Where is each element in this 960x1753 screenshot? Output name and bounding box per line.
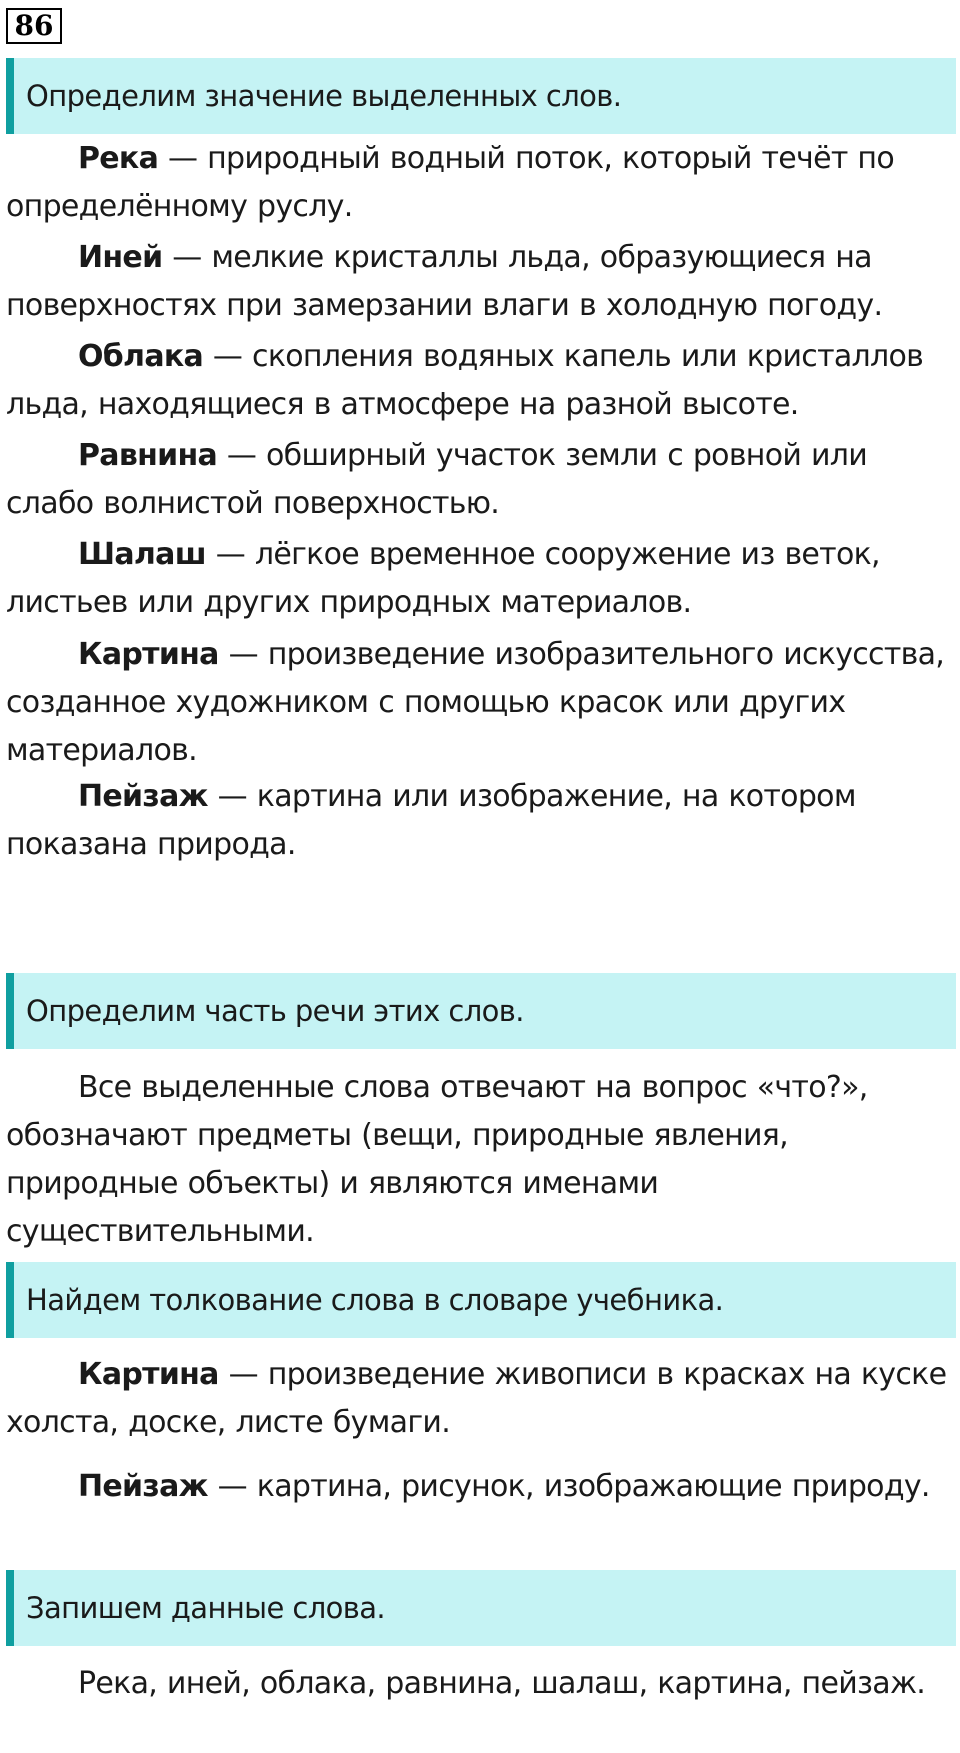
definition-peyzazh: [6, 773, 956, 869]
section-header-meaning: Определим значение выделенных слов.: [6, 58, 956, 134]
definition-text: — скопления водяных капель или кристаллов льда, находящиеся в атмосфере на разной высоте.: [6, 339, 924, 422]
definition-text: — произведение живописи в красках на куске холста, доске, листе бумаги.: [6, 1357, 947, 1440]
definition-oblaka: [6, 333, 956, 429]
section-header-part-of-speech: Определим часть речи этих слов.: [6, 973, 956, 1049]
definition-text: — картина, рисунок, изображающие природу.: [207, 1469, 930, 1504]
definition-text: — мелкие кристаллы льда, образующиеся на поверхностях при замерзании влаги в холодную погоду.: [6, 240, 883, 323]
definition-shalash: [6, 531, 956, 627]
term: Равнина: [78, 438, 218, 473]
term: Река: [78, 141, 159, 176]
definition-iney: [6, 234, 956, 330]
term: Картина: [78, 637, 219, 672]
definition-text: — лёгкое временное сооружение из веток, листьев или других природных материалов.: [6, 537, 880, 620]
dictionary-definition-kartina: [6, 1351, 956, 1447]
term: Картина: [78, 1357, 219, 1392]
definition-text: — произведение изобразительного искусства, созданное художником с помощью красок или других материалов.: [6, 637, 945, 768]
definition-reka: [6, 135, 956, 231]
term: Иней: [78, 240, 163, 275]
section-header-write-words: Запишем данные слова.: [6, 1570, 956, 1646]
term: Пейзаж: [78, 1469, 208, 1504]
definition-text: — картина или изображение, на котором показана природа.: [6, 779, 856, 862]
definition-text: — обширный участок земли с ровной или слабо волнистой поверхностью.: [6, 438, 868, 521]
definition-text: — природный водный поток, который течёт по определённому руслу.: [6, 141, 895, 224]
definition-kartina: [6, 631, 956, 775]
part-of-speech-text: Все выделенные слова отвечают на вопрос «что?», обозначают предметы (вещи, природные явления, природные объекты) и являются именами существительными.: [6, 1070, 868, 1249]
term: Облака: [78, 339, 204, 374]
task-number: 86: [6, 8, 62, 44]
term: Шалаш: [78, 537, 206, 572]
section-header-dictionary: Найдем толкование слова в словаре учебника.: [6, 1262, 956, 1338]
definition-ravnina: [6, 432, 956, 528]
dictionary-definition-peyzazh: [6, 1463, 956, 1511]
words-list: Река, иней, облака, равнина, шалаш, картина, пейзаж.: [78, 1666, 926, 1701]
term: Пейзаж: [78, 779, 208, 814]
